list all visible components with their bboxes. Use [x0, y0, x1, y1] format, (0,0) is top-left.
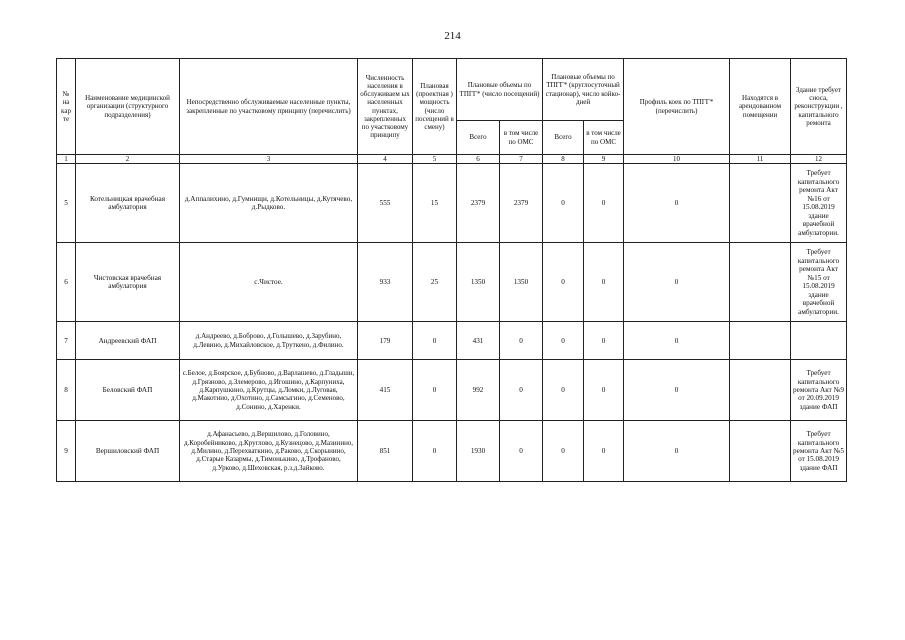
- row-beds-profile: 0: [624, 164, 730, 243]
- row-capacity: 15: [413, 164, 457, 243]
- row-rented: [730, 243, 791, 322]
- row-visits-total: 431: [457, 322, 500, 360]
- table-row: [57, 243, 847, 322]
- row-visits-total: 2379: [457, 164, 500, 243]
- column-number: 1: [57, 155, 76, 164]
- row-name: Андреевский ФАП: [76, 322, 180, 360]
- row-no: 5: [57, 164, 76, 243]
- row-inpatient-total: 0: [543, 322, 584, 360]
- row-settlements: д.Андреево, д.Боброво, д.Голышево, д.Зарубино, д.Левино, д.Михайловское, д.Труткено, д.Филино.: [180, 322, 358, 360]
- row-population: 933: [358, 243, 413, 322]
- row-inpatient-total: 0: [543, 243, 584, 322]
- header-row: [57, 59, 847, 121]
- column-number: 8: [543, 155, 584, 164]
- header-inpatient: Плановые объемы по ТПГГ* (круглосуточный стационар), число койко-дней: [543, 59, 624, 121]
- row-visits-total: 1930: [457, 421, 500, 482]
- table-row: [57, 322, 847, 360]
- row-name: Чистовская врачебная амбулатория: [76, 243, 180, 322]
- row-inpatient-total: 0: [543, 360, 584, 421]
- subheader-inpatient-total: Всего: [543, 121, 584, 155]
- row-settlements: с.Белое, д.Боярское, д.Бубново, д.Варлашево, д.Гладыши, д.Грязново, д.Злемерово, д.Игошино, д.Карпуниха, д.Карпушкино, д.Крутцы, д.Ломки, д.Луговая, д.Макотино, д.Охотино, д.Самсыгино, д.Семеново, д.Сонино, д.Харенки.: [180, 360, 358, 421]
- row-inpatient-oms: 0: [584, 360, 624, 421]
- row-capacity: 0: [413, 360, 457, 421]
- subheader-visits-total: Всего: [457, 121, 500, 155]
- row-capacity: 0: [413, 421, 457, 482]
- row-population: 555: [358, 164, 413, 243]
- header-repair: Здание требует сноса, реконструкции , капитального ремонта: [791, 59, 847, 155]
- row-capacity: 25: [413, 243, 457, 322]
- row-inpatient-total: 0: [543, 421, 584, 482]
- column-number: 11: [730, 155, 791, 164]
- header-beds-profile: Профиль коек по ТПГГ* (перечислить): [624, 59, 730, 155]
- header-population: Численность населения в обслуживаем ых населенных пунктах, закрепленных по участковому принципу: [358, 59, 413, 155]
- row-visits-oms: 1350: [500, 243, 543, 322]
- row-rented: [730, 322, 791, 360]
- column-number: 6: [457, 155, 500, 164]
- row-settlements: д.Афанасьево, д.Вершилово, д.Головино, д.Коробейниково, д.Круглово, д.Кузнецово, д.Мазинино, д.Милино, д.Перехваткино, д.Раково, д.Скорынино, д.Старые Казармы, д.Тимонькино, д.Трофаново, д.Урково, д.Шеховская, р.з.д.Зайково.: [180, 421, 358, 482]
- row-inpatient-oms: 0: [584, 164, 624, 243]
- table-row: [57, 164, 847, 243]
- row-population: 415: [358, 360, 413, 421]
- column-number: 7: [500, 155, 543, 164]
- row-rented: [730, 164, 791, 243]
- row-rented: [730, 360, 791, 421]
- column-number: 2: [76, 155, 180, 164]
- row-repair: Требует капитального ремонта Акт №15 от 15.08.2019 здание врачебной амбулатории.: [791, 243, 847, 322]
- header-rented: Находятся в арендованном помещении: [730, 59, 791, 155]
- subheader-inpatient-oms: в том числе по ОМС: [584, 121, 624, 155]
- row-population: 179: [358, 322, 413, 360]
- column-number: 5: [413, 155, 457, 164]
- header-settlements: Непосредственно обслуживаемые населенные пункты, закрепленные по участковому принципу (перечислить): [180, 59, 358, 155]
- row-no: 9: [57, 421, 76, 482]
- row-capacity: 0: [413, 322, 457, 360]
- row-no: 8: [57, 360, 76, 421]
- table-row: [57, 360, 847, 421]
- row-visits-total: 1350: [457, 243, 500, 322]
- column-number: 10: [624, 155, 730, 164]
- row-rented: [730, 421, 791, 482]
- row-settlements: с.Чистое.: [180, 243, 358, 322]
- row-name: Котельницкая врачебная амбулатория: [76, 164, 180, 243]
- row-repair: [791, 322, 847, 360]
- row-beds-profile: 0: [624, 322, 730, 360]
- row-settlements: д.Аппалихино, д.Гумнищи, д.Котельницы, д.Кутячево, д.Рыдково.: [180, 164, 358, 243]
- column-numbers-row: [57, 155, 847, 164]
- row-visits-oms: 0: [500, 421, 543, 482]
- row-beds-profile: 0: [624, 360, 730, 421]
- table-row: [57, 421, 847, 482]
- column-number: 4: [358, 155, 413, 164]
- row-population: 851: [358, 421, 413, 482]
- row-no: 6: [57, 243, 76, 322]
- row-name: Вершиловский ФАП: [76, 421, 180, 482]
- row-visits-oms: 2379: [500, 164, 543, 243]
- row-repair: Требует капитального ремонта Акт №16 от 15.08.2019 здание врачебной амбулатории.: [791, 164, 847, 243]
- page-number: 214: [444, 30, 461, 42]
- row-inpatient-oms: 0: [584, 243, 624, 322]
- row-inpatient-oms: 0: [584, 322, 624, 360]
- row-repair: Требует капитального ремонта Акт №9 от 20.09.2019 здание ФАП: [791, 360, 847, 421]
- row-inpatient-oms: 0: [584, 421, 624, 482]
- row-inpatient-total: 0: [543, 164, 584, 243]
- row-beds-profile: 0: [624, 243, 730, 322]
- subheader-visits-oms: в том числе по ОМС: [500, 121, 543, 155]
- row-visits-total: 992: [457, 360, 500, 421]
- row-no: 7: [57, 322, 76, 360]
- header-no: № на кар те: [57, 59, 76, 155]
- header-name: Наименование медицинской организации (структурного подразделения): [76, 59, 180, 155]
- row-repair: Требует капитального ремонта Акт №5 от 15.08.2019 здание ФАП: [791, 421, 847, 482]
- column-number: 12: [791, 155, 847, 164]
- row-name: Беловский ФАП: [76, 360, 180, 421]
- header-capacity: Плановая (проектная ) мощность (число посещений в смену): [413, 59, 457, 155]
- row-visits-oms: 0: [500, 360, 543, 421]
- header-visits: Плановые объемы по ТПГГ* (число посещений): [457, 59, 543, 121]
- row-visits-oms: 0: [500, 322, 543, 360]
- column-number: 3: [180, 155, 358, 164]
- column-number: 9: [584, 155, 624, 164]
- row-beds-profile: 0: [624, 421, 730, 482]
- health-facilities-table: [56, 58, 847, 482]
